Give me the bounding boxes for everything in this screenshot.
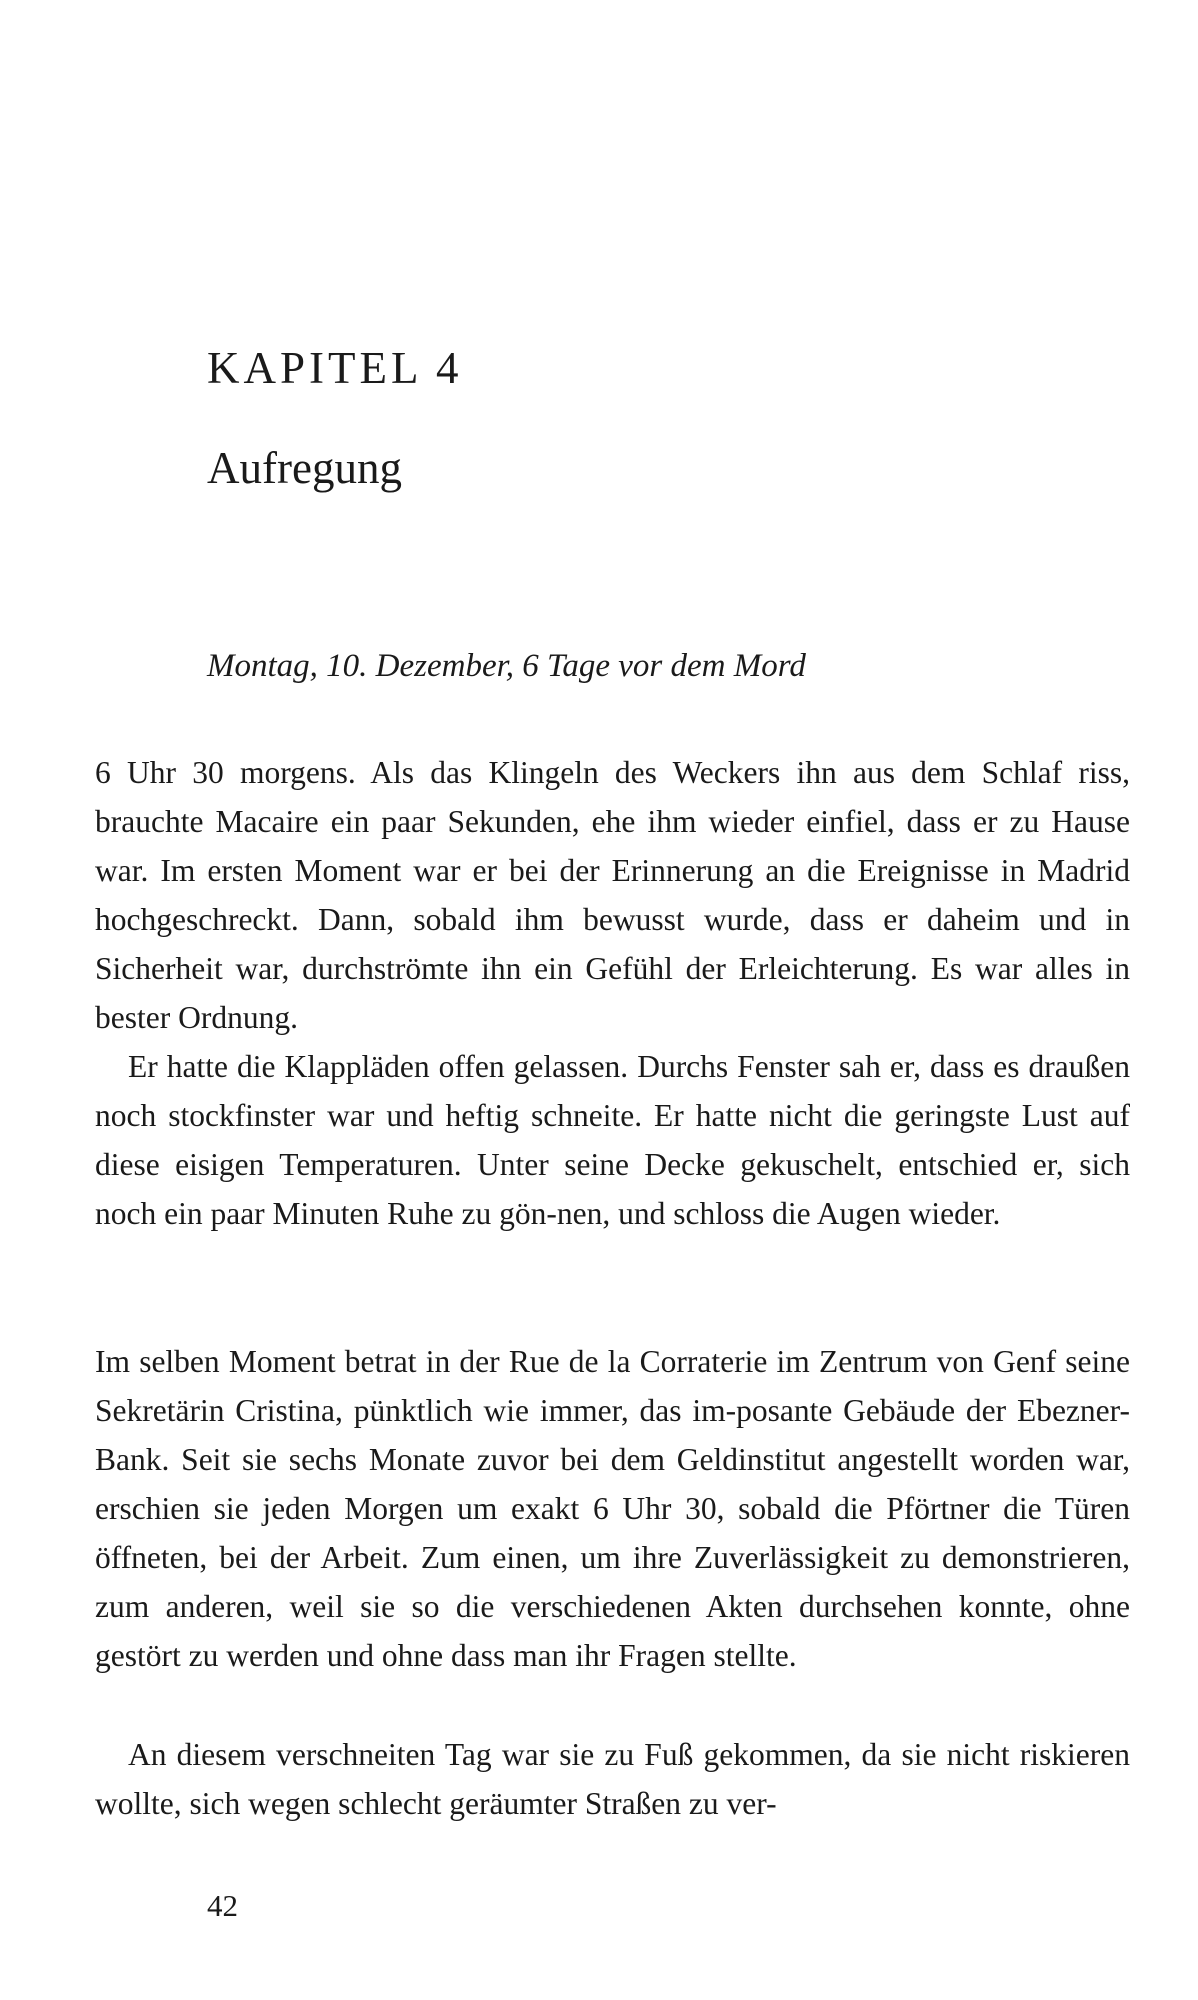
chapter-title: Aufregung — [207, 443, 402, 493]
page-number: 42 — [207, 1888, 238, 1923]
dateline: Montag, 10. Dezember, 6 Tage vor dem Mord — [207, 648, 806, 684]
chapter-label: KAPITEL 4 — [207, 343, 463, 393]
paragraph: Im selben Moment betrat in der Rue de la Corraterie im Zentrum von Genf seine Sekretärin Cristina, pünktlich wie immer, das im-posante Gebäude der Ebezner-Bank. Seit sie sechs Monate zuvor bei dem Geldinstitut angestellt worden war, erschien sie jeden Morgen um exakt 6 Uhr 30, sobald die Pförtner die Türen öffneten, bei der Arbeit. Zum einen, um ihre Zuverlässigkeit zu demonstrieren, zum anderen, weil sie so die verschiedenen Akten durchsehen konnte, ohne gestört zu werden und ohne dass man ihr Fragen stellte. — [95, 1344, 1130, 1673]
paragraph: Er hatte die Klappläden offen gelassen. Durchs Fenster sah er, dass es draußen noch stockfinster war und heftig schneite. Er hatte nicht die geringste Lust auf diese eisigen Temperaturen. Unter seine Decke gekuschelt, entschied er, sich noch ein paar Minuten Ruhe zu gön-nen, und schloss die Augen wieder. — [95, 1049, 1130, 1231]
paragraph: An diesem verschneiten Tag war sie zu Fuß gekommen, da sie nicht riskieren wollte, sich wegen schlecht geräumter Straßen zu ver- — [95, 1737, 1130, 1821]
paragraph: 6 Uhr 30 morgens. Als das Klingeln des Weckers ihn aus dem Schlaf riss, brauchte Macaire ein paar Sekunden, ehe ihm wieder einfiel, dass er zu Hause war. Im ersten Moment war er bei der Erinnerung an die Ereignisse in Madrid hochgeschreckt. Dann, sobald ihm bewusst wurde, dass er daheim und in Sicherheit war, durchströmte ihn ein Gefühl der Erleichterung. Es war alles in bester Ordnung. — [95, 755, 1130, 1035]
